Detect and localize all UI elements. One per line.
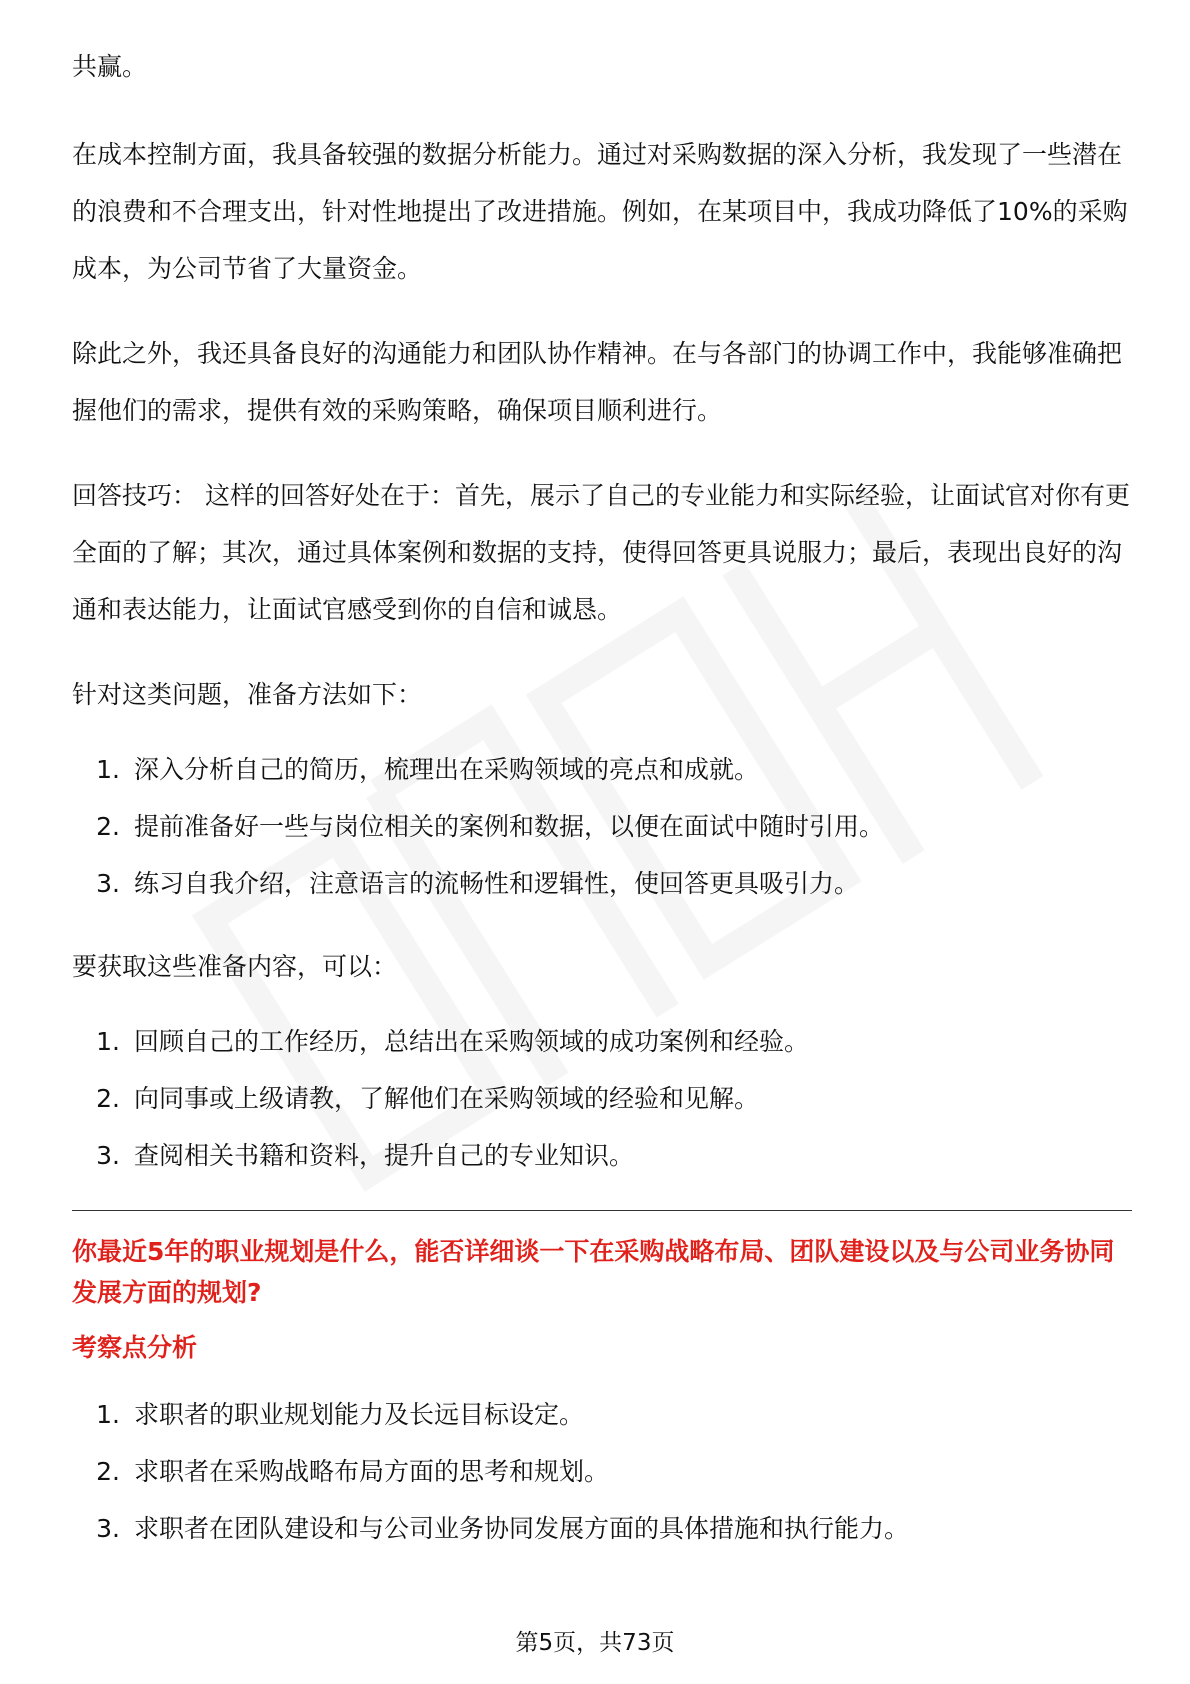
- list-number: 3.: [96, 1514, 120, 1543]
- analysis-list: [72, 1386, 1132, 1557]
- list-number: 3.: [96, 869, 120, 898]
- list-item: [72, 855, 1132, 912]
- paragraph: 要获取这些准备内容，可以：: [72, 952, 398, 981]
- list-item: [72, 1070, 1132, 1127]
- list-text: 查阅相关书籍和资料，提升自己的专业知识。: [134, 1141, 635, 1170]
- list-number: 3.: [96, 1141, 120, 1170]
- list-item: [72, 1443, 1132, 1500]
- list-number: 2.: [96, 1457, 120, 1486]
- list-number: 1.: [96, 1400, 120, 1429]
- paragraph: 针对这类问题，准备方法如下：: [72, 680, 423, 709]
- list-item: [72, 1500, 1132, 1557]
- list-text: 向同事或上级请教，了解他们在采购领域的经验和见解。: [134, 1084, 760, 1113]
- list-text: 提前准备好一些与岗位相关的案例和数据，以便在面试中随时引用。: [134, 812, 885, 841]
- list-item: [72, 1013, 1132, 1070]
- question-title: 你最近5年的职业规划是什么，能否详细谈一下在采购战略布局、团队建设以及与公司业务协同发展方面的规划?: [72, 1237, 1115, 1307]
- list-number: 2.: [96, 1084, 120, 1113]
- page-footer: 第5页，共73页: [515, 1630, 675, 1656]
- get-list: [72, 1013, 1132, 1184]
- list-number: 1.: [96, 755, 120, 784]
- list-item: [72, 798, 1132, 855]
- paragraph: 回答技巧： 这样的回答好处在于：首先，展示了自己的专业能力和实际经验，让面试官对你有更全面的了解；其次，通过具体案例和数据的支持，使得回答更具说服力；最后，表现出良好的沟通和表达能力，让面试官感受到你的自信和诚恳。: [72, 481, 1130, 624]
- page-content: [72, 44, 1132, 1557]
- list-text: 求职者在团队建设和与公司业务协同发展方面的具体措施和执行能力。: [134, 1514, 910, 1543]
- list-item: [72, 1127, 1132, 1184]
- list-text: 深入分析自己的简历，梳理出在采购领域的亮点和成就。: [134, 755, 760, 784]
- list-text: 练习自我介绍，注意语言的流畅性和逻辑性，使回答更具吸引力。: [134, 869, 860, 898]
- section-heading: 考察点分析: [72, 1333, 198, 1362]
- divider: [72, 1210, 1132, 1211]
- list-number: 1.: [96, 1027, 120, 1056]
- paragraph: 在成本控制方面，我具备较强的数据分析能力。通过对采购数据的深入分析，我发现了一些潜在的浪费和不合理支出，针对性地提出了改进措施。例如，在某项目中，我成功降低了10%的采购成本，为公司节省了大量资金。: [72, 140, 1128, 283]
- list-item: [72, 741, 1132, 798]
- list-item: [72, 1386, 1132, 1443]
- list-text: 回顾自己的工作经历，总结出在采购领域的成功案例和经验。: [134, 1027, 810, 1056]
- list-text: 求职者的职业规划能力及长远目标设定。: [134, 1400, 585, 1429]
- paragraph: 除此之外，我还具备良好的沟通能力和团队协作精神。在与各部门的协调工作中，我能够准确把握他们的需求，提供有效的采购策略，确保项目顺利进行。: [72, 339, 1123, 425]
- prepare-list: [72, 741, 1132, 912]
- list-text: 求职者在采购战略布局方面的思考和规划。: [134, 1457, 610, 1486]
- list-number: 2.: [96, 812, 120, 841]
- paragraph: 共赢。: [72, 52, 148, 81]
